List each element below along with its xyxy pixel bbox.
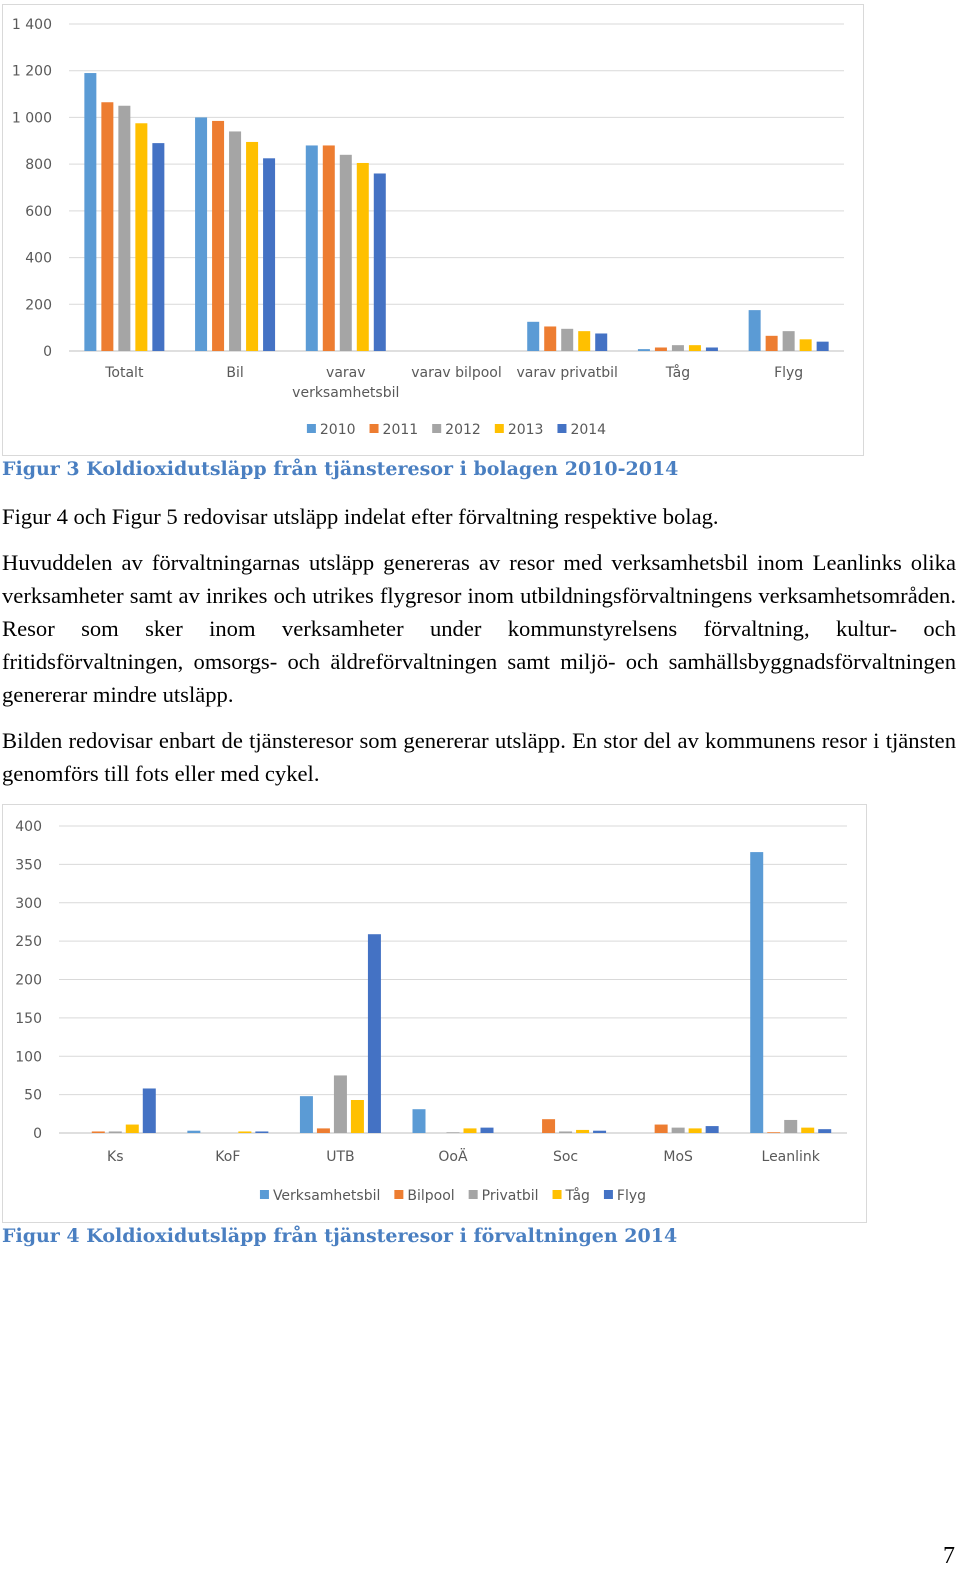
chart1-bar bbox=[783, 331, 795, 351]
chart2-legend-swatch bbox=[553, 1190, 562, 1199]
chart2-legend-swatch bbox=[469, 1190, 478, 1199]
chart1-y-tick-label: 800 bbox=[25, 157, 52, 174]
chart2-bar bbox=[576, 1130, 589, 1133]
chart2-y-tick-label: 350 bbox=[15, 857, 42, 874]
chart2-bar bbox=[464, 1128, 477, 1133]
chart2-bar bbox=[368, 934, 381, 1133]
chart1-legend-label: 2012 bbox=[445, 422, 481, 438]
chart2-y-tick-label: 200 bbox=[15, 972, 42, 989]
paragraph-intro: Figur 4 och Figur 5 redovisar utsläpp indelat efter förvaltning respektive bolag. bbox=[2, 504, 719, 529]
chart2-y-tick-label: 100 bbox=[15, 1049, 42, 1066]
chart2-bar bbox=[447, 1132, 460, 1133]
chart1-bar bbox=[195, 117, 207, 351]
chart1-legend-swatch bbox=[370, 424, 379, 433]
chart1-category-label: Flyg bbox=[774, 365, 804, 381]
chart1-bar bbox=[800, 339, 812, 351]
chart2-bar bbox=[413, 1109, 426, 1133]
chart1-category-label: varav bilpool bbox=[411, 365, 502, 381]
chart-co2-administrations-2014 bbox=[2, 804, 867, 1223]
chart1-bar bbox=[672, 345, 684, 351]
chart1-bar bbox=[135, 123, 147, 351]
chart1-bar bbox=[595, 333, 607, 351]
chart2-legend-label: Flyg bbox=[616, 1188, 647, 1204]
chart1-y-tick-label: 400 bbox=[25, 250, 52, 267]
chart2-bar bbox=[767, 1132, 780, 1133]
chart1-bar bbox=[561, 329, 573, 351]
chart1-y-tick-label: 1 000 bbox=[11, 110, 52, 127]
chart1-bar bbox=[84, 73, 96, 351]
chart1-bar bbox=[374, 173, 386, 351]
chart2-category-label: OoÄ bbox=[438, 1149, 468, 1165]
chart1-category-label: Totalt bbox=[105, 365, 144, 381]
chart2-bar bbox=[255, 1131, 268, 1133]
chart2-legend-label: Bilpool bbox=[407, 1188, 455, 1204]
paragraph-main: Huvuddelen av förvaltningarnas utsläpp genereras av resor med verksamhetsbil inom Leanlinks olika verksamheter samt av inrikes och utrikes flygresor inom utbildningsförvaltningens verksamhetsområden. Resor som sker inom verksamheter under kommunstyrelsens förvaltning, kultur- och fritidsförvaltningen, omsorgs- och äldreförvaltningen samt miljö- och samhällsbyggnadsförvaltningen genererar mindre utsläpp. bbox=[2, 550, 956, 707]
chart2-y-tick-label: 250 bbox=[15, 934, 42, 951]
chart1-y-tick-label: 600 bbox=[25, 203, 52, 220]
chart2-category-label: Soc bbox=[552, 1149, 579, 1165]
chart1-y-tick-label: 0 bbox=[43, 344, 52, 360]
chart1-bar bbox=[527, 322, 539, 351]
chart2-legend-label: Verksamhetsbil bbox=[272, 1188, 381, 1204]
chart1-legend-label: 2014 bbox=[570, 422, 607, 438]
chart1-bar bbox=[578, 331, 590, 351]
chart2-bar bbox=[187, 1131, 200, 1133]
chart2-legend-label: Privatbil bbox=[481, 1188, 539, 1204]
chart2-y-tick-label: 300 bbox=[15, 895, 42, 912]
chart2-category-label: Ks bbox=[107, 1149, 124, 1165]
chart2-bar bbox=[143, 1088, 156, 1133]
chart2-bar bbox=[126, 1125, 139, 1133]
chart1-bar bbox=[246, 142, 258, 351]
chart2-bar bbox=[542, 1119, 555, 1133]
chart1-bar bbox=[323, 145, 335, 351]
chart1-bar bbox=[357, 163, 369, 351]
chart2-bar bbox=[784, 1120, 797, 1133]
figure-3-caption: Figur 3 Koldioxidutsläpp från tjänsteresor i bolagen 2010-2014 bbox=[2, 458, 679, 480]
chart1-y-tick-label: 200 bbox=[25, 297, 52, 314]
chart1-bar bbox=[340, 155, 352, 351]
chart2-bar bbox=[317, 1128, 330, 1133]
chart2-bar bbox=[801, 1128, 814, 1133]
chart2-bar bbox=[706, 1126, 719, 1133]
chart-1-svg bbox=[3, 5, 863, 455]
chart1-legend-swatch bbox=[432, 424, 441, 433]
chart2-legend-swatch bbox=[394, 1190, 403, 1199]
chart2-legend-swatch bbox=[604, 1190, 613, 1199]
chart1-legend-label: 2013 bbox=[507, 422, 544, 438]
chart2-legend-label: Tåg bbox=[565, 1188, 590, 1204]
chart2-bar bbox=[300, 1096, 313, 1133]
chart1-bar bbox=[544, 326, 556, 351]
chart2-category-label: KoF bbox=[215, 1149, 241, 1165]
chart1-bar bbox=[766, 336, 778, 351]
chart2-legend bbox=[260, 1187, 646, 1204]
chart1-bar bbox=[706, 347, 718, 351]
chart1-bar bbox=[689, 345, 701, 351]
chart2-y-tick-label: 400 bbox=[15, 819, 42, 835]
chart2-y-tick-label: 150 bbox=[15, 1010, 42, 1027]
chart1-category-label: varav privatbil bbox=[516, 365, 618, 381]
chart1-legend-swatch bbox=[557, 424, 566, 433]
chart2-bar bbox=[351, 1100, 364, 1133]
chart1-legend-swatch bbox=[495, 424, 504, 433]
chart1-bar bbox=[263, 158, 275, 351]
chart2-y-tick-label: 50 bbox=[24, 1087, 42, 1104]
chart2-legend-swatch bbox=[260, 1190, 269, 1199]
chart2-category-label: Leanlink bbox=[761, 1149, 820, 1165]
chart-2-svg bbox=[3, 805, 866, 1222]
chart1-bar bbox=[229, 131, 241, 351]
chart1-bar bbox=[118, 106, 130, 351]
chart1-bar bbox=[749, 310, 761, 351]
chart1-bar bbox=[212, 121, 224, 351]
page-number: 7 bbox=[943, 1543, 955, 1569]
chart2-category-label: MoS bbox=[663, 1149, 693, 1165]
chart2-bar bbox=[672, 1128, 685, 1133]
chart2-bar bbox=[689, 1128, 702, 1133]
paragraph-note: Bilden redovisar enbart de tjänsteresor som genererar utsläpp. En stor del av kommunens resor i tjänsten genomförs till fots eller med cykel. bbox=[2, 728, 956, 786]
chart1-bar bbox=[101, 102, 113, 351]
figure-4-caption: Figur 4 Koldioxidutsläpp från tjänsteresor i förvaltningen 2014 bbox=[2, 1225, 678, 1247]
chart2-bar bbox=[655, 1125, 668, 1133]
chart1-bar bbox=[152, 143, 164, 351]
chart1-bar bbox=[638, 349, 650, 351]
chart2-y-tick-label: 0 bbox=[33, 1126, 42, 1142]
chart1-legend-label: 2011 bbox=[382, 422, 419, 438]
chart2-bar bbox=[238, 1131, 251, 1133]
chart2-category-label: UTB bbox=[326, 1149, 355, 1165]
chart2-bar bbox=[481, 1128, 494, 1133]
chart2-bar bbox=[559, 1131, 572, 1133]
chart1-bar bbox=[306, 145, 318, 351]
chart2-bar bbox=[334, 1075, 347, 1133]
chart1-category-label: Bil bbox=[226, 365, 244, 381]
chart1-category-label: varav verksamhetsbil bbox=[292, 365, 400, 401]
chart2-bar bbox=[109, 1131, 122, 1133]
chart1-category-label: Tåg bbox=[665, 365, 691, 381]
chart2-bar bbox=[750, 852, 763, 1133]
chart2-bar bbox=[818, 1129, 831, 1133]
chart1-y-tick-label: 1 400 bbox=[11, 17, 52, 33]
chart1-legend-swatch bbox=[307, 424, 316, 433]
chart1-y-tick-label: 1 200 bbox=[11, 63, 52, 80]
chart1-bar bbox=[655, 347, 667, 351]
chart1-bar bbox=[817, 342, 829, 351]
chart1-legend-label: 2010 bbox=[319, 422, 356, 438]
chart-co2-companies-2010-2014 bbox=[2, 4, 864, 456]
chart2-bar bbox=[593, 1131, 606, 1133]
chart2-bar bbox=[92, 1131, 105, 1133]
chart1-legend bbox=[307, 422, 606, 438]
